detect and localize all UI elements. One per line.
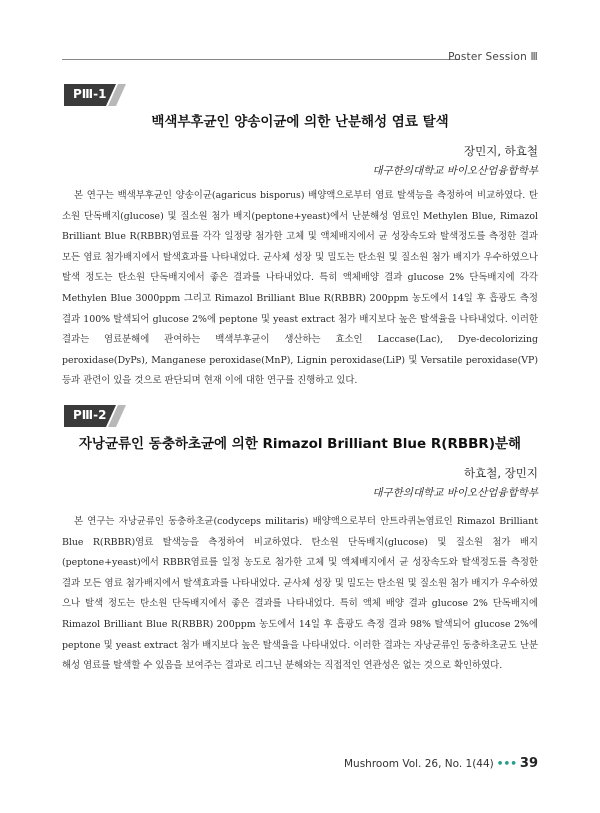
abstract-affiliation-1: 대구한의대학교 바이오산업융합학부 [372,165,538,177]
abstract-tag-label: PⅢ-2 [73,408,107,422]
abstract-authors-1: 장민지, 하효철 [464,144,538,158]
abstract-tag-1 [64,84,126,106]
page-number: 39 [519,756,538,771]
abstract-affiliation-2: 대구한의대학교 바이오산업융합학부 [372,487,538,499]
abstract-tag-label: PⅢ-1 [73,87,107,101]
journal-citation: Mushroom Vol. 26, No. 1(44) [344,758,494,770]
abstract-tag-2 [64,405,126,427]
session-label: Poster Session Ⅲ [448,51,538,63]
header-rule [62,59,460,60]
footer-dots: ••• [496,758,517,770]
abstract-body-2: 본 연구는 자낭균류인 동충하초균(codyceps militaris) 배양액으로부터 안트라퀴논염료인 Rimazol Brilliant Blue R(RBBR)염료 탈색능을 측정하여 비교하였다. 탄소원 단독배지(glucose) 및 질소원 첨가 배지(peptone+yeast)에서 RBBR염료를 일정 농도로 첨가한 고체 및 액체배지에서 균 성장속도와 탈색정도를 측정한 결과 모든 염료 첨가배지에서 탈색효과를 나타내었다. 균사체 성장 및 밀도는 탄소원 및 질소원 첨가 배지가 우수하였으나 탈색 정도는 탄소원 단독배지에서 좋은 결과를 나타내었다. 특히 액체 배양 결과 glucose 2% 단독배지에 Rimazol Brilliant Blue R(RBBR) 200ppm 농도에서 14일 후 흡광도 측정 결과 98% 탈색되어 glucose 2%에 peptone 및 yeast extract 첨가 배지보다 높은 탈색율을 나타내었다. 이러한 결과는 자낭균류인 동충하초균도 난분해성 염료를 탈색할 수 있음을 보여주는 결과로 리그닌 분해와는 직접적인 연관성은 없는 것으로 확인하였다. [62,516,538,672]
abstract-body-1: 본 연구는 백색부후균인 양송이균(agaricus bisporus) 배양액으로부터 염료 탈색능을 측정하여 비교하였다. 탄소원 단독배지(glucose) 및 질소원 첨가 배지(peptone+yeast)에서 난분해성 염료인 Methylen Blue, Rimazol Brilliant Blue R(RBBR)염료를 각각 일정량 첨가한 고체 및 액체배지에서 균 성장속도와 탈색정도를 측정한 결과 모든 염료 첨가배지에서 탈색효과를 나타내었다. 균사체 성장 및 밀도는 탄소원 및 질소원 첨가 배지가 우수하였으나 탈색 정도는 탄소원 단독배지에서 좋은 결과를 나타내었다. 특히 액체배양 결과 glucose 2% 단독배지에 각각 Methylen Blue 3000ppm 그리고 Rimazol Brilliant Blue R(RBBR) 200ppm 농도에서 14일 후 흡광도 측정 결과 100% 탈색되어 glucose 2%에 peptone 및 yeast extract 첨가 배지보다 높은 탈색율을 나타내었다. 이러한 결과는 염료분해에 관여하는 백색부후균이 생산하는 효소인 Laccase(Lac), Dye-decolorizing peroxidase(DyPs), Manganese peroxidase(MnP), Lignin peroxidase(LiP) 및 Versatile peroxidase(VP)등과 관련이 있을 것으로 판단되며 현재 이에 대한 연구를 진행하고 있다. [62,190,538,387]
abstract-title-2: 자낭균류인 동충하초균에 의한 Rimazol Brilliant Blue R(RBBR)분해 [78,436,522,452]
abstract-title-1: 백색부후균인 양송이균에 의한 난분해성 염료 탈색 [151,114,449,130]
abstract-authors-2: 하효철, 장민지 [464,466,538,480]
page-footer [344,756,538,771]
